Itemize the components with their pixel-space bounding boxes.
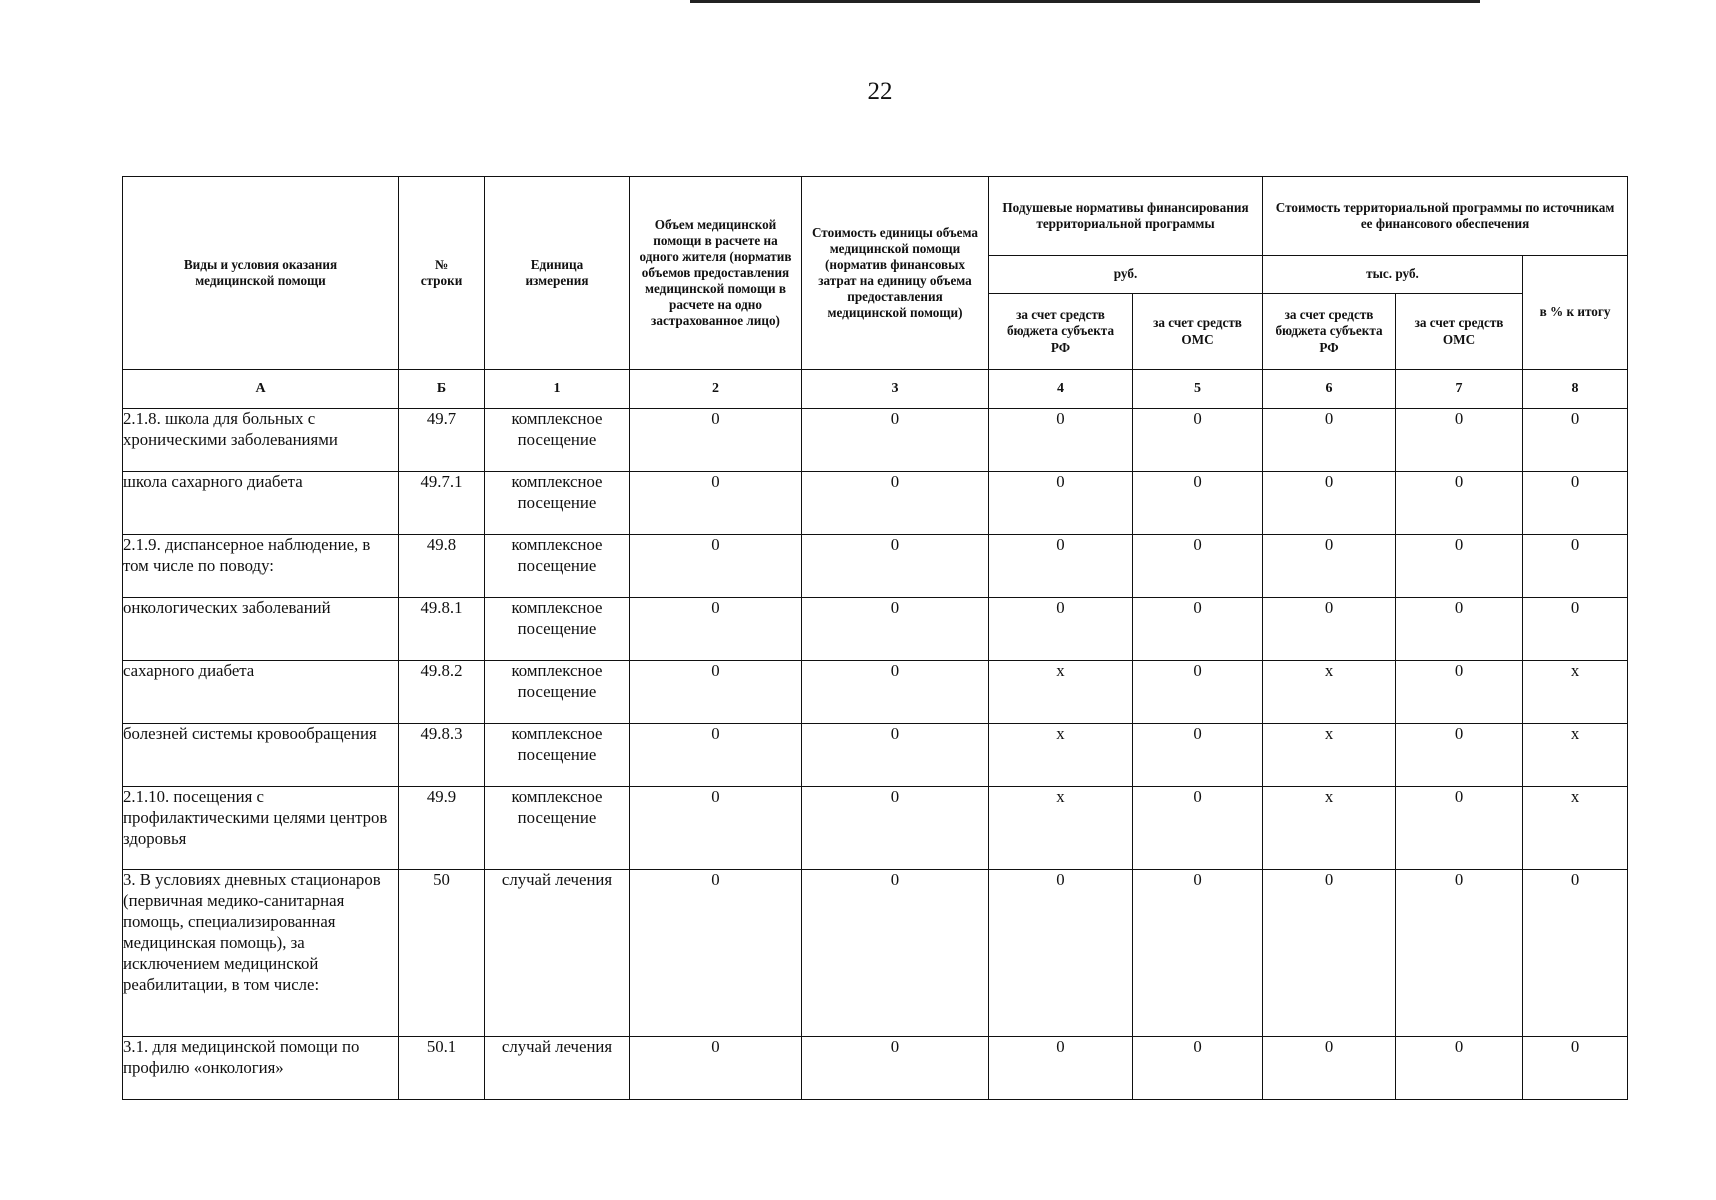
cell-volume: 0	[630, 870, 802, 1037]
cell-budget-per-capita: 0	[989, 535, 1133, 598]
row-number: 49.7	[399, 409, 485, 472]
cell-oms-cost: 0	[1396, 661, 1523, 724]
cell-oms-per-capita: 0	[1133, 409, 1263, 472]
cell-percent-total: 0	[1523, 472, 1628, 535]
header-volume: Объем медицинской помощи в расчете на одного жителя (норматив объемов предоставления медицинской помощи в расчете на одно застрахованное лицо)	[630, 177, 802, 370]
row-unit: комплексное посещение	[485, 787, 630, 870]
row-unit: случай лечения	[485, 1037, 630, 1100]
index-cell: 3	[802, 370, 989, 409]
cell-volume: 0	[630, 535, 802, 598]
cell-oms-cost: 0	[1396, 472, 1523, 535]
header-percent-total: в % к итогу	[1523, 256, 1628, 370]
cell-volume: 0	[630, 409, 802, 472]
index-cell: 6	[1263, 370, 1396, 409]
row-name: 3.1. для медицинской помощи по профилю «онкология»	[123, 1037, 399, 1100]
cell-unit-cost: 0	[802, 1037, 989, 1100]
index-cell: 5	[1133, 370, 1263, 409]
cell-budget-cost: x	[1263, 661, 1396, 724]
table-row	[123, 535, 1628, 598]
cell-budget-cost: 0	[1263, 472, 1396, 535]
table-row	[123, 472, 1628, 535]
page-number: 22	[867, 78, 893, 105]
index-cell: 7	[1396, 370, 1523, 409]
row-name: болезней системы кровообращения	[123, 724, 399, 787]
row-name: 3. В условиях дневных стационаров (первичная медико-санитарная помощь, специализированная медицинская помощь), за исключением медицинской реабилитации, в том числе:	[123, 870, 399, 1037]
header-unit: Единица измерения	[485, 177, 630, 370]
financing-table	[122, 176, 1628, 1100]
table-row	[123, 724, 1628, 787]
row-unit: комплексное посещение	[485, 409, 630, 472]
row-unit: случай лечения	[485, 870, 630, 1037]
header-unit-thousand-rub: тыс. руб.	[1263, 256, 1523, 294]
row-number: 49.7.1	[399, 472, 485, 535]
row-unit: комплексное посещение	[485, 661, 630, 724]
cell-percent-total: x	[1523, 724, 1628, 787]
cell-oms-cost: 0	[1396, 870, 1523, 1037]
header-unit-cost: Стоимость единицы объема медицинской помощи (норматив финансовых затрат на единицу объема предоставления медицинской помощи)	[802, 177, 989, 370]
row-name: 2.1.8. школа для больных с хроническими заболеваниями	[123, 409, 399, 472]
cell-volume: 0	[630, 787, 802, 870]
scan-artifact-line	[690, 0, 1480, 3]
row-unit: комплексное посещение	[485, 598, 630, 661]
row-unit: комплексное посещение	[485, 472, 630, 535]
table-row	[123, 409, 1628, 472]
cell-budget-per-capita: 0	[989, 870, 1133, 1037]
cell-oms-per-capita: 0	[1133, 787, 1263, 870]
cell-percent-total: 0	[1523, 598, 1628, 661]
row-number: 49.9	[399, 787, 485, 870]
row-name: 2.1.9. диспансерное наблюдение, в том числе по поводу:	[123, 535, 399, 598]
cell-oms-cost: 0	[1396, 598, 1523, 661]
table-row	[123, 1037, 1628, 1100]
index-cell: Б	[399, 370, 485, 409]
cell-percent-total: 0	[1523, 535, 1628, 598]
header-program-cost-group: Стоимость территориальной программы по источникам ее финансового обеспечения	[1263, 177, 1628, 256]
row-unit: комплексное посещение	[485, 724, 630, 787]
header-budget-per-capita: за счет средств бюджета субъекта РФ	[989, 294, 1133, 370]
cell-budget-per-capita: x	[989, 661, 1133, 724]
cell-budget-cost: 0	[1263, 598, 1396, 661]
row-name: сахарного диабета	[123, 661, 399, 724]
cell-oms-per-capita: 0	[1133, 535, 1263, 598]
cell-unit-cost: 0	[802, 787, 989, 870]
cell-percent-total: x	[1523, 661, 1628, 724]
cell-unit-cost: 0	[802, 598, 989, 661]
row-number: 50.1	[399, 1037, 485, 1100]
cell-budget-cost: x	[1263, 787, 1396, 870]
header-unit-rub: руб.	[989, 256, 1263, 294]
header-row-number: № строки	[399, 177, 485, 370]
cell-oms-cost: 0	[1396, 1037, 1523, 1100]
header-kinds-of-care: Виды и условия оказания медицинской помощи	[123, 177, 399, 370]
cell-volume: 0	[630, 1037, 802, 1100]
cell-unit-cost: 0	[802, 870, 989, 1037]
row-name: школа сахарного диабета	[123, 472, 399, 535]
cell-oms-per-capita: 0	[1133, 598, 1263, 661]
cell-budget-cost: x	[1263, 724, 1396, 787]
row-name: 2.1.10. посещения с профилактическими целями центров здоровья	[123, 787, 399, 870]
cell-budget-per-capita: 0	[989, 472, 1133, 535]
cell-oms-cost: 0	[1396, 535, 1523, 598]
row-unit: комплексное посещение	[485, 535, 630, 598]
cell-volume: 0	[630, 598, 802, 661]
cell-oms-per-capita: 0	[1133, 1037, 1263, 1100]
cell-budget-per-capita: x	[989, 724, 1133, 787]
index-cell: 2	[630, 370, 802, 409]
index-cell: 1	[485, 370, 630, 409]
index-cell: 8	[1523, 370, 1628, 409]
cell-oms-per-capita: 0	[1133, 724, 1263, 787]
cell-budget-per-capita: 0	[989, 598, 1133, 661]
cell-budget-cost: 0	[1263, 1037, 1396, 1100]
index-cell: 4	[989, 370, 1133, 409]
row-number: 49.8.1	[399, 598, 485, 661]
header-per-capita-group: Подушевые нормативы финансирования территориальной программы	[989, 177, 1263, 256]
cell-unit-cost: 0	[802, 535, 989, 598]
row-number: 49.8.2	[399, 661, 485, 724]
cell-volume: 0	[630, 661, 802, 724]
cell-volume: 0	[630, 472, 802, 535]
cell-oms-per-capita: 0	[1133, 472, 1263, 535]
table-row	[123, 598, 1628, 661]
table-row	[123, 661, 1628, 724]
cell-budget-per-capita: 0	[989, 1037, 1133, 1100]
cell-percent-total: 0	[1523, 409, 1628, 472]
cell-unit-cost: 0	[802, 661, 989, 724]
row-number: 50	[399, 870, 485, 1037]
row-name: онкологических заболеваний	[123, 598, 399, 661]
header-budget-cost: за счет средств бюджета субъекта РФ	[1263, 294, 1396, 370]
cell-budget-per-capita: 0	[989, 409, 1133, 472]
index-cell: А	[123, 370, 399, 409]
cell-percent-total: 0	[1523, 870, 1628, 1037]
cell-percent-total: x	[1523, 787, 1628, 870]
cell-oms-cost: 0	[1396, 409, 1523, 472]
cell-unit-cost: 0	[802, 724, 989, 787]
cell-unit-cost: 0	[802, 409, 989, 472]
table-row	[123, 787, 1628, 870]
cell-oms-cost: 0	[1396, 787, 1523, 870]
cell-percent-total: 0	[1523, 1037, 1628, 1100]
cell-volume: 0	[630, 724, 802, 787]
header-oms-cost: за счет средств ОМС	[1396, 294, 1523, 370]
row-number: 49.8	[399, 535, 485, 598]
header-oms-per-capita: за счет средств ОМС	[1133, 294, 1263, 370]
cell-budget-per-capita: x	[989, 787, 1133, 870]
cell-unit-cost: 0	[802, 472, 989, 535]
cell-budget-cost: 0	[1263, 535, 1396, 598]
table-row	[123, 870, 1628, 1037]
cell-budget-cost: 0	[1263, 870, 1396, 1037]
cell-oms-per-capita: 0	[1133, 661, 1263, 724]
cell-budget-cost: 0	[1263, 409, 1396, 472]
cell-oms-per-capita: 0	[1133, 870, 1263, 1037]
row-number: 49.8.3	[399, 724, 485, 787]
cell-oms-cost: 0	[1396, 724, 1523, 787]
